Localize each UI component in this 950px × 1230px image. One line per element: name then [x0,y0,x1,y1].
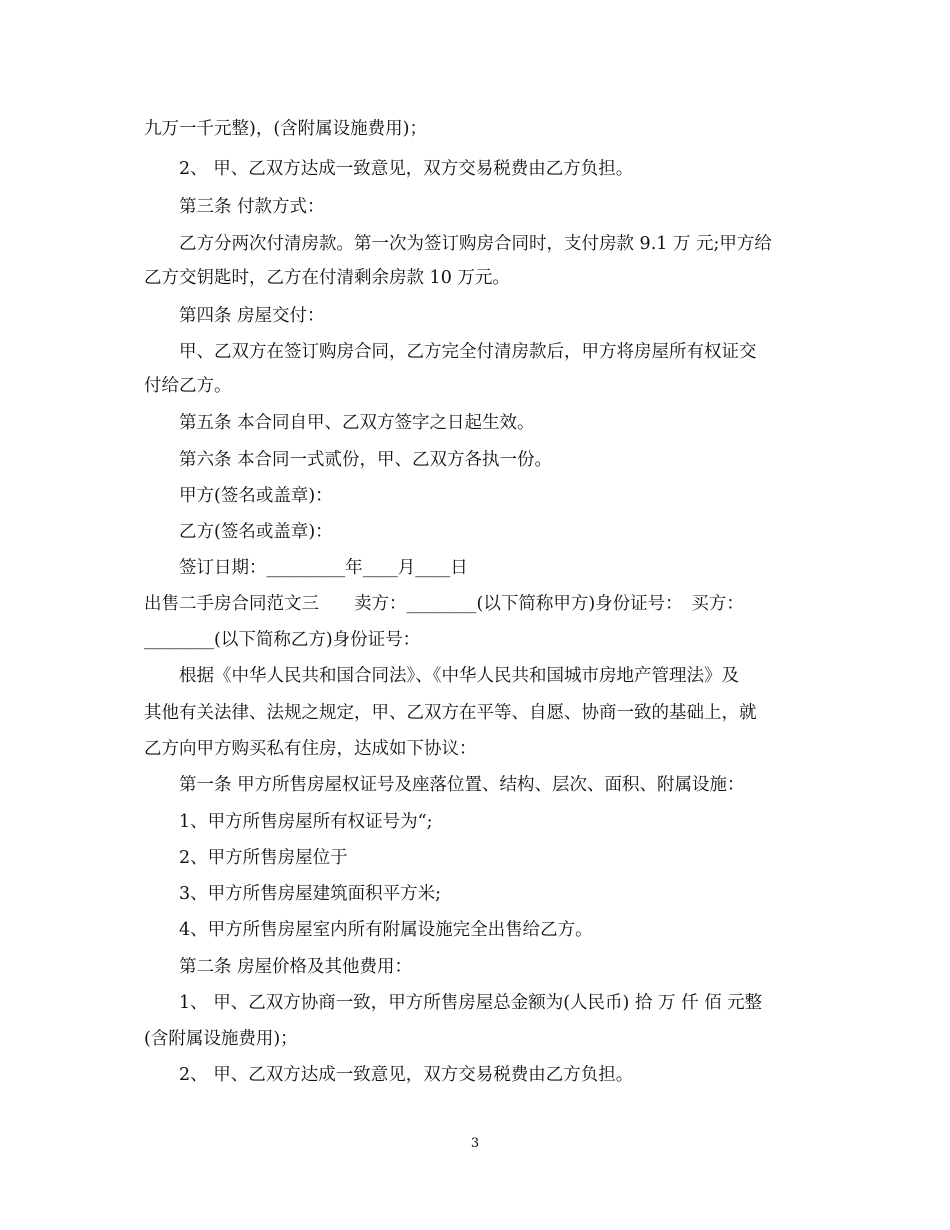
text-line: 4、甲方所售房屋室内所有附属设施完全出售给乙方。 [179,920,593,940]
signing-date-line: 签订日期：_________年____月____日 [179,558,468,578]
text-line: 其他有关法律、法规之规定，甲、乙双方在平等、自愿、协商一致的基础上，就 [144,703,757,723]
text-line: 乙方分两次付清房款。第一次为签订购房合同时，支付房款 9.1 万 元;甲方给 [179,234,772,254]
contract-title-line: 出售二手房合同范文三 卖方：________(以下简称甲方)身份证号： 买方： [144,594,744,614]
text-line: 甲、乙双方在签订购房合同，乙方完全付清房款后，甲方将房屋所有权证交 [179,342,757,362]
text-line: 乙方向甲方购买私有住房，达成如下协议： [144,739,477,759]
section-heading: 第二条 房屋价格及其他费用： [179,957,413,977]
text-line: 乙方交钥匙时，乙方在付清剩余房款 10 万元。 [144,268,510,288]
text-line: 2、 甲、乙双方达成一致意见，双方交易税费由乙方负担。 [179,1065,634,1085]
text-line: 1、 甲、乙双方协商一致，甲方所售房屋总金额为(人民币) 拾 万 仟 佰 元整 [179,993,763,1013]
section-heading: 第三条 付款方式： [179,197,325,217]
section-heading: 第五条 本合同自甲、乙双方签字之日起生效。 [179,413,535,433]
text-line: 九万一千元整)，(含附属设施费用)； [144,119,427,139]
text-line: 根据《中华人民共和国合同法》、《中华人民共和国城市房地产管理法》及 [179,666,739,686]
section-heading: 第一条 甲方所售房屋权证号及座落位置、结构、层次、面积、附属设施： [179,775,745,795]
text-line: ________(以下简称乙方)身份证号： [144,630,421,650]
signature-line-party-b: 乙方(签名或盖章)： [179,522,333,542]
signature-line-party-a: 甲方(签名或盖章)： [179,486,333,506]
text-line: 1、甲方所售房屋所有权证号为“; [179,812,433,832]
text-line: 付给乙方。 [144,376,232,396]
section-heading: 第四条 房屋交付： [179,306,325,326]
text-line: 2、甲方所售房屋位于 [179,848,348,868]
section-heading: 第六条 本合同一式贰份，甲、乙双方各执一份。 [179,450,553,470]
text-line: (含附属设施费用)； [144,1029,298,1049]
text-line: 3、甲方所售房屋建筑面积平方米; [179,884,442,904]
page-number: 3 [470,1136,480,1151]
text-line: 2、 甲、乙双方达成一致意见，双方交易税费由乙方负担。 [179,159,634,179]
